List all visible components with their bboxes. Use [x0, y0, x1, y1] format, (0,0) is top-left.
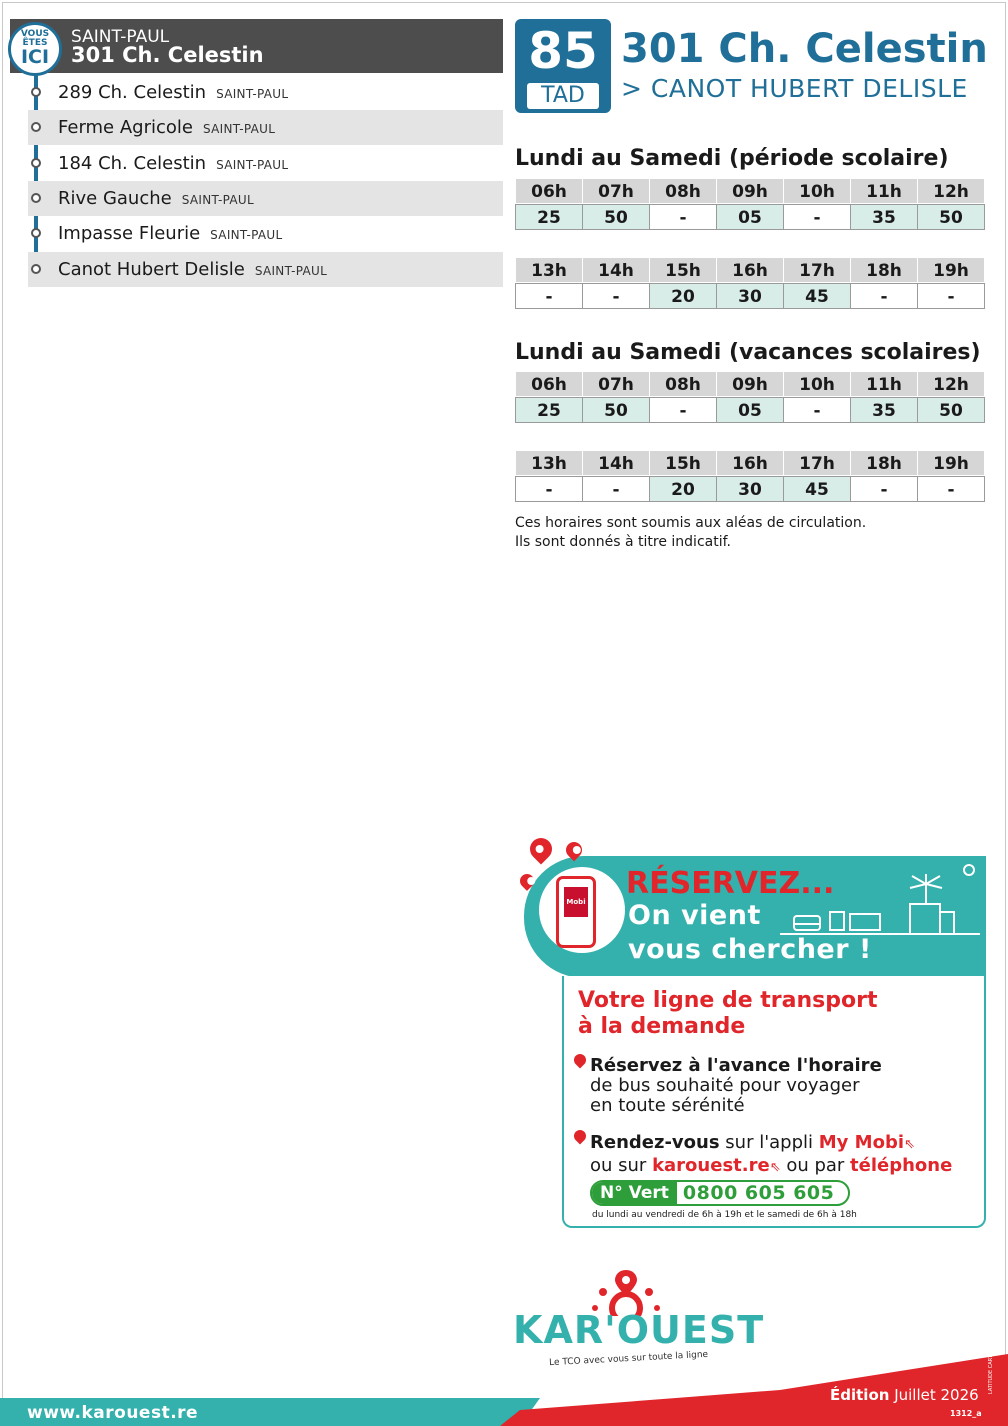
- point1-line2: de bus souhaité pour voyager: [590, 1075, 860, 1096]
- smartphone-icon: [556, 876, 596, 948]
- reservation-hours: du lundi au vendredi de 6h à 19h et le samedi de 6h à 18h: [592, 1210, 857, 1220]
- cursor-icon: ⇖: [904, 1137, 915, 1152]
- minute-cell: -: [917, 476, 985, 502]
- karouest-site-link[interactable]: karouest.re: [652, 1155, 770, 1176]
- green-number: 0800 605 605: [682, 1182, 835, 1204]
- minute-cell: -: [649, 204, 717, 230]
- stop-name: 184 Ch. Celestin: [58, 153, 207, 174]
- stop-name: Ferme Agricole: [58, 117, 193, 138]
- disclaimer-line1: Ces horaires sont soumis aux aléas de circulation.: [515, 515, 867, 531]
- point2-text3: ou par: [780, 1155, 851, 1176]
- timetable-grid: [515, 257, 991, 309]
- footer-code: 1312_a: [950, 1409, 982, 1418]
- minute-cell: 45: [783, 476, 851, 502]
- reservation-heading-line2: à la demande: [578, 1014, 746, 1039]
- stop-name: 289 Ch. Celestin: [58, 82, 207, 103]
- point2-text1: sur l'appli: [719, 1132, 819, 1153]
- point1-line3: en toute sérénité: [590, 1095, 745, 1116]
- badge-line3: ICI: [20, 46, 50, 68]
- minute-row: [515, 476, 991, 502]
- hour-cell: 19h: [917, 450, 985, 476]
- minute-row: [515, 283, 991, 309]
- disclaimer: [515, 514, 866, 552]
- minute-cell: -: [917, 283, 985, 309]
- footer-edition: [830, 1386, 979, 1404]
- disclaimer-line2: Ils sont donnés à titre indicatif.: [515, 534, 731, 550]
- reservation-subtitle-1: On vient: [628, 900, 761, 931]
- footer: [0, 1338, 1008, 1426]
- line-number: 85: [528, 22, 598, 80]
- hour-cell: 09h: [716, 178, 784, 204]
- hour-cell: 18h: [850, 450, 918, 476]
- edition-date: Juillet 2026: [894, 1386, 979, 1404]
- hour-cell: 12h: [917, 178, 985, 204]
- hour-cell: 10h: [783, 371, 851, 397]
- hour-cell: 13h: [515, 257, 583, 283]
- current-stop-name: 301 Ch. Celestin: [71, 43, 264, 67]
- minute-cell: -: [515, 476, 583, 502]
- minute-cell: -: [850, 283, 918, 309]
- reservation-subtitle-2: vous chercher !: [628, 934, 872, 965]
- stop-city: SAINT-PAUL: [216, 158, 289, 172]
- hour-row: [515, 450, 991, 476]
- stop-dot-icon: [31, 193, 41, 203]
- hour-cell: 12h: [917, 371, 985, 397]
- minute-cell: 45: [783, 283, 851, 309]
- hour-cell: 15h: [649, 257, 717, 283]
- stop-dot-icon: [31, 264, 41, 274]
- hour-cell: 11h: [850, 178, 918, 204]
- minute-cell: 05: [716, 397, 784, 423]
- hour-cell: 07h: [582, 371, 650, 397]
- stop-city: SAINT-PAUL: [202, 122, 276, 136]
- phone-link[interactable]: téléphone: [850, 1155, 953, 1176]
- timetable-grid: [515, 178, 991, 230]
- hour-row: [515, 371, 991, 397]
- minute-cell: 25: [515, 397, 583, 423]
- reservation-point-advance: [590, 1056, 882, 1116]
- hour-cell: 18h: [850, 257, 918, 283]
- hour-cell: 11h: [850, 371, 918, 397]
- hour-cell: 16h: [716, 450, 784, 476]
- hour-cell: 19h: [917, 257, 985, 283]
- reservation-body: [562, 976, 986, 1228]
- stop-row: [28, 110, 503, 145]
- minute-cell: 30: [716, 476, 784, 502]
- reservation-heading: [578, 988, 877, 1040]
- hour-cell: 06h: [515, 178, 583, 204]
- minute-cell: 20: [649, 476, 717, 502]
- minute-row: [515, 204, 991, 230]
- current-stop-city: SAINT-PAUL: [71, 27, 170, 47]
- hour-row: [515, 257, 991, 283]
- location-pin-icon: [572, 1052, 589, 1069]
- point1-bold: Réservez à l'avance l'horaire: [590, 1055, 882, 1076]
- timetable-grid: [515, 450, 991, 502]
- stop-dot-icon: [31, 87, 41, 97]
- minute-cell: -: [783, 204, 851, 230]
- hour-cell: 09h: [716, 371, 784, 397]
- hour-cell: 10h: [783, 178, 851, 204]
- minute-cell: 50: [582, 204, 650, 230]
- minute-cell: -: [582, 476, 650, 502]
- location-pin-icon: [572, 1128, 589, 1145]
- reservation-panel: [516, 830, 992, 1230]
- minute-cell: -: [515, 283, 583, 309]
- minute-cell: 50: [917, 397, 985, 423]
- hour-cell: 13h: [515, 450, 583, 476]
- stop-city: SAINT-PAUL: [181, 193, 255, 207]
- minute-cell: 50: [917, 204, 985, 230]
- green-number-label: N° Vert: [592, 1182, 677, 1204]
- stop-row: [28, 146, 503, 181]
- you-are-here-badge: [8, 22, 62, 76]
- badge-line2: ÊTES: [22, 38, 48, 48]
- point2-text2: ou sur: [590, 1155, 653, 1176]
- line-type: TAD: [527, 83, 599, 109]
- hour-cell: 08h: [649, 178, 717, 204]
- stop-row: [28, 252, 503, 287]
- stop-row: [28, 181, 503, 216]
- hour-cell: 15h: [649, 450, 717, 476]
- line-destination: > CANOT HUBERT DELISLE: [621, 74, 968, 103]
- hour-cell: 14h: [582, 257, 650, 283]
- hour-cell: 17h: [783, 257, 851, 283]
- green-number-box[interactable]: [590, 1180, 850, 1206]
- reservation-title: RÉSERVEZ...: [626, 866, 835, 901]
- hour-cell: 07h: [582, 178, 650, 204]
- minute-cell: 05: [716, 204, 784, 230]
- line-badge: [515, 19, 611, 113]
- timetable-title: Lundi au Samedi (vacances scolaires): [515, 340, 981, 365]
- stop-dot-icon: [31, 122, 41, 132]
- minute-cell: 50: [582, 397, 650, 423]
- stop-name: Impasse Fleurie: [58, 223, 201, 244]
- minute-cell: 30: [716, 283, 784, 309]
- minute-cell: -: [850, 476, 918, 502]
- timetable-title: Lundi au Samedi (période scolaire): [515, 146, 949, 171]
- hour-cell: 08h: [649, 371, 717, 397]
- stop-row: [28, 216, 503, 251]
- point2-bold: Rendez-vous: [590, 1132, 720, 1153]
- reservation-point-channels: [590, 1132, 952, 1178]
- minute-row: [515, 397, 991, 423]
- stop-city: SAINT-PAUL: [216, 87, 289, 101]
- stop-city: SAINT-PAUL: [210, 228, 283, 242]
- stop-row: [28, 75, 503, 110]
- badge-line1: VOUS: [20, 29, 50, 39]
- my-mobi-app-link[interactable]: My Mobi: [818, 1132, 904, 1153]
- stop-dot-icon: [31, 158, 41, 168]
- location-pin-icon: [525, 833, 556, 864]
- minute-cell: -: [582, 283, 650, 309]
- cursor-icon: ⇖: [769, 1160, 781, 1175]
- mobi-app-icon: Mobi: [564, 887, 588, 917]
- logo-text: KAR'OUEST: [513, 1308, 765, 1352]
- stop-city: SAINT-PAUL: [254, 264, 328, 278]
- minute-cell: 25: [515, 204, 583, 230]
- minute-cell: 35: [850, 204, 918, 230]
- edition-label: Édition: [830, 1386, 890, 1404]
- hour-cell: 16h: [716, 257, 784, 283]
- stop-name: Rive Gauche: [58, 188, 172, 209]
- minute-cell: -: [649, 397, 717, 423]
- stop-dot-icon: [31, 228, 41, 238]
- minute-cell: 35: [850, 397, 918, 423]
- footer-credit: LATITUDE CARTAGÈNE: [988, 1338, 994, 1394]
- footer-url-link[interactable]: www.karouest.re: [27, 1403, 199, 1423]
- hour-cell: 17h: [783, 450, 851, 476]
- hour-cell: 06h: [515, 371, 583, 397]
- hour-row: [515, 178, 991, 204]
- minute-cell: 20: [649, 283, 717, 309]
- minute-cell: -: [783, 397, 851, 423]
- hour-cell: 14h: [582, 450, 650, 476]
- stop-name: Canot Hubert Delisle: [58, 259, 245, 280]
- logo-tagline: Le TCO avec vous sur toute la ligne: [548, 1349, 709, 1369]
- line-origin: 301 Ch. Celestin: [621, 26, 988, 72]
- reservation-heading-line1: Votre ligne de transport: [578, 988, 878, 1013]
- timetable-grid: [515, 371, 991, 423]
